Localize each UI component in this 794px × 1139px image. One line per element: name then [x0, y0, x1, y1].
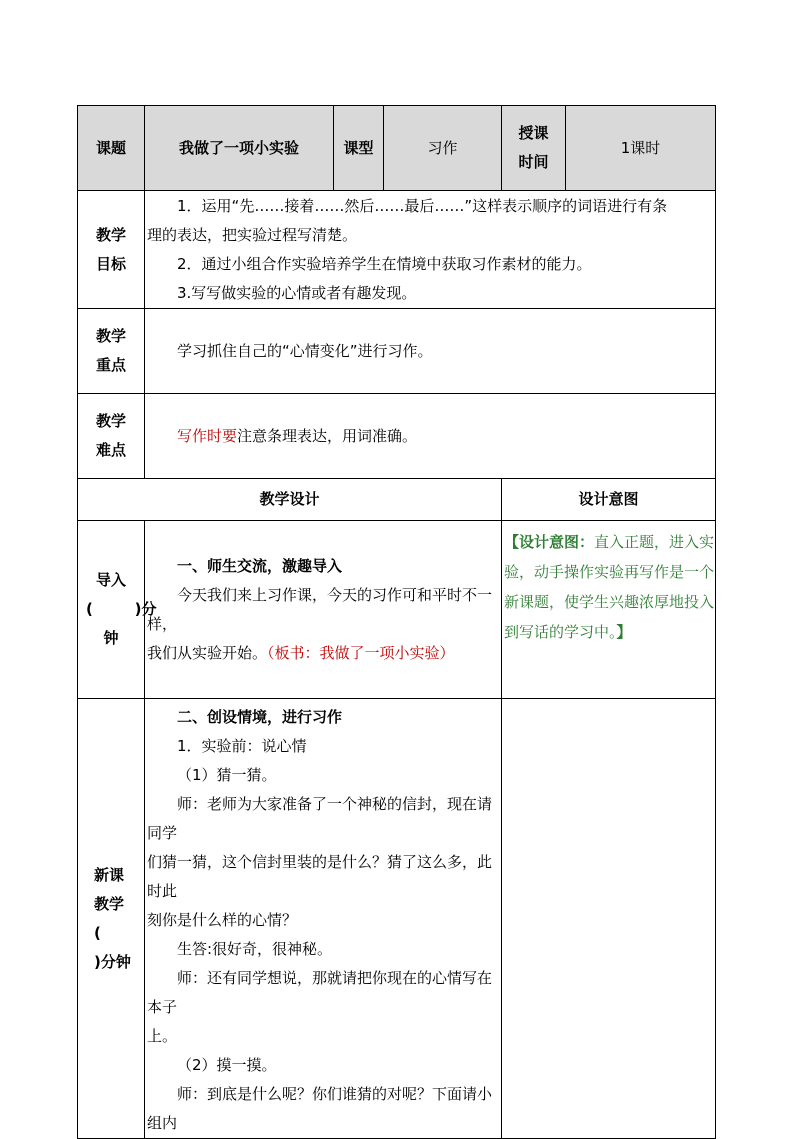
time-label: [502, 106, 566, 191]
new-lesson-label-2: 教学: [94, 894, 125, 913]
type-value: 习作: [384, 106, 502, 191]
objective-2: 2．通过小组合作实验培养学生在情境中获取习作素材的能力。: [177, 254, 592, 273]
objective-3: 3.写写做实验的心情或者有趣发现。: [177, 283, 417, 302]
intro-board-note: （板书：我做了一项小实验）: [267, 643, 455, 662]
new-lesson-label-1: 新课: [94, 865, 125, 884]
teacher-3: 师：到底是什么呢？你们谁猜的对呢？下面请小组内: [147, 1085, 493, 1132]
key-points-label: [78, 309, 145, 394]
teacher-1a: 师：老师为大家准备了一个神秘的信封，现在请同学: [147, 795, 493, 842]
intro-label-2: [78, 595, 157, 624]
intro-label-1: 导入: [95, 571, 126, 589]
intro-label-2-open: (: [86, 600, 93, 618]
objective-1a: 1．运用“先……接着……然后……最后……”这样表示顺序的词语进行有条: [177, 196, 668, 215]
new-lesson-heading: 二、创设情境，进行习作: [177, 708, 343, 726]
intro-content: [145, 521, 502, 699]
key-points-label-2: 重点: [95, 356, 126, 374]
difficulties-text-rest: 注意条理表达，用词准确。: [237, 426, 418, 445]
teacher-2a: 师：还有同学想说，那就请把你现在的心情写在本子: [147, 969, 493, 1016]
purpose-close: 】: [616, 623, 632, 641]
intro-row: [78, 521, 716, 699]
key-points-row: [78, 309, 716, 394]
objectives-label-1: 教学: [95, 225, 126, 244]
difficulties-content: [145, 394, 716, 479]
sub-step-2: （2）摸一摸。: [177, 1056, 277, 1074]
purpose-title: 设计意图: [502, 479, 716, 521]
new-lesson-purpose: [502, 699, 716, 1139]
design-heading-row: [78, 479, 716, 521]
objectives-row: [78, 191, 716, 309]
new-lesson-label-4: )分钟: [94, 952, 131, 971]
teacher-2b: 上。: [147, 1027, 178, 1045]
key-points-text: 学习抓住自己的“心情变化”进行习作。: [177, 341, 433, 360]
topic-value: 我做了一项小实验: [145, 106, 334, 191]
difficulties-text: [147, 422, 713, 451]
time-value: 1课时: [566, 106, 716, 191]
intro-line-2: [147, 639, 499, 668]
intro-line-2-text: 我们从实验开始。: [147, 643, 268, 662]
difficulties-label-2: 难点: [95, 441, 126, 459]
objectives-label-2: 目标: [95, 254, 126, 273]
purpose-open: 【设计意图：: [504, 533, 595, 551]
student-1: 生答:很好奇，很神秘。: [177, 940, 333, 958]
difficulties-text-highlight: 写作时要: [177, 426, 238, 445]
step-1: 1．实验前：说心情: [177, 737, 307, 755]
lesson-plan-table: [77, 105, 716, 1139]
header-row: [78, 106, 716, 191]
time-label-line-1: 授课: [518, 124, 549, 142]
intro-heading: 一、师生交流，激趣导入: [177, 556, 343, 575]
new-lesson-content: [145, 699, 502, 1139]
objectives-content: [145, 191, 716, 309]
teacher-1b: 们猜一猜，这个信封里装的是什么？猜了这么多，此时此: [147, 853, 493, 900]
type-label: 课型: [334, 106, 384, 191]
objective-1b: 理的表达，把实验过程写清楚。: [147, 225, 358, 244]
sub-step-1: （1）猜一猜。: [177, 766, 277, 784]
intro-line-1: 今天我们来上习作课，今天的习作可和平时不一样，: [147, 585, 493, 633]
new-lesson-label: [78, 699, 145, 1139]
intro-label-3: 钟: [103, 629, 119, 647]
intro-label-2-close: )分: [134, 600, 157, 618]
difficulties-label: [78, 394, 145, 479]
intro-label: [78, 521, 157, 699]
topic-label: 课题: [78, 106, 145, 191]
purpose-text: 直入正题，进入实验，动手操作实验再写作是一个新课题，使学生兴趣浓厚地投入到写话的学习中。: [504, 533, 715, 641]
key-points-label-1: 教学: [95, 327, 126, 345]
key-points-content: [145, 309, 716, 394]
difficulties-row: [78, 394, 716, 479]
time-label-line-2: 时间: [518, 153, 549, 171]
intro-purpose: [502, 521, 716, 699]
new-lesson-label-3: (: [94, 923, 101, 942]
teacher-1c: 刻你是什么样的心情？: [147, 911, 298, 929]
difficulties-label-1: 教学: [95, 412, 126, 430]
design-title: 教学设计: [78, 479, 502, 521]
new-lesson-row: [78, 699, 716, 1139]
objectives-label: [78, 191, 145, 309]
